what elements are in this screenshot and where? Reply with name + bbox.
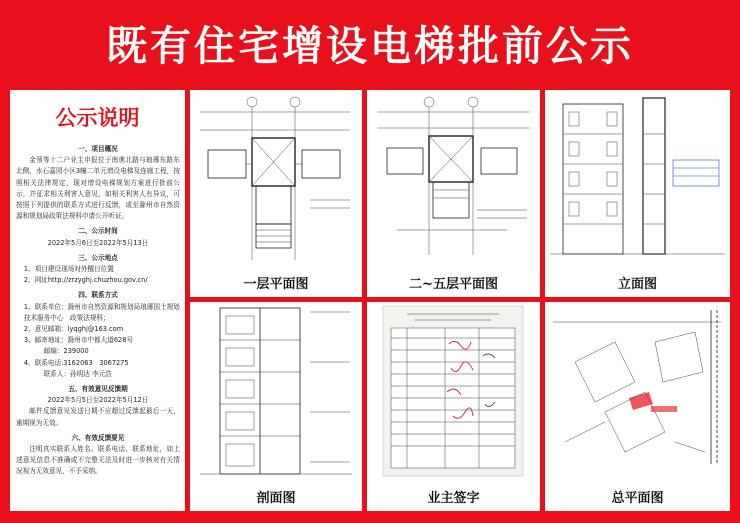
location-item-2: 2、网址http://zrzyghj.chuzhou.gov.cn/: [23, 276, 148, 285]
feedback-period-text: 2022年5月5日至2022年5月12日: [47, 396, 149, 405]
contact-unit: 1、联系单位：滁州市自然资源和规划局琅琊国土规划技术服务中心 政策法规科；: [23, 302, 180, 322]
site-plan-drawing: [545, 302, 730, 472]
section-panel: [190, 302, 362, 511]
notice-body: [10, 144, 185, 478]
contact-postcode: 邮编：239000: [43, 347, 89, 356]
section-title-feedback-period: 五、有效意见反馈期: [68, 385, 128, 394]
contact-address: 3、邮寄地址：滁州市中都大道628号: [23, 336, 133, 345]
section-title-contact: 四、联系方式: [78, 291, 118, 300]
signatures-caption: 业主签字: [427, 491, 480, 506]
floor1-plan-panel: [190, 90, 362, 297]
site-plan-panel: [545, 302, 730, 511]
contact-email: 2、意见邮箱：lyqghj@163.com: [23, 325, 124, 334]
requirements-text: 注明真实联系人姓名、联系电话、联系地址，如上述意见信息不准确或不完整无法及时进一步核对有关情况视为无效意见，不予采纳。: [16, 445, 180, 476]
contact-person: 联系人：孙明达 李元浩: [43, 369, 112, 378]
section-caption: 剖面图: [256, 491, 296, 506]
section-title-overview: 一、项目概况: [78, 145, 118, 153]
site-plan-caption: 总平面图: [611, 491, 664, 506]
floor2-5-plan-panel: [367, 90, 540, 297]
floor2-5-plan-drawing: [367, 90, 540, 270]
floor1-caption: 一层平面图: [243, 277, 309, 292]
floor2-5-caption: 二~五层平面图: [409, 277, 498, 292]
floor1-plan-drawing: [190, 90, 362, 270]
page-title: 既有住宅增设电梯批前公示: [106, 21, 634, 70]
section-drawing: [190, 302, 362, 484]
notice-heading: 公示说明: [55, 106, 140, 130]
overview-text: 金领等十二户业主申报位于南谯北路与琅琊东路东北侧，水石嘉园小区3幢二单元增设电梯及连廊工程，按照相关法律规定，现对增设电梯规划方案进行批前公示，并征求相关利害人意见，如相关利害人有异议，可按照下列提供的联系方式进行反馈，或至滁州市自然资源和规划局政策法规科申请公开听证。: [16, 156, 180, 221]
contact-phone: 4、联系电话:3162063 3067275: [23, 358, 129, 367]
section-title-period: 二、公示时间: [78, 227, 118, 236]
elevation-panel: [545, 90, 730, 297]
elevation-caption: 立面图: [617, 277, 657, 292]
signatures-panel: [367, 302, 540, 511]
period-text: 2022年5月6日至2022年5月13日: [47, 238, 149, 247]
elevation-drawing: [545, 90, 730, 270]
signature-sheet-photo: [367, 302, 540, 484]
location-item-1: 1、项目建设现场对外醒目位置: [23, 265, 114, 274]
section-title-requirements: 六、有效反馈要见: [71, 433, 125, 442]
notice-panel: [10, 90, 185, 511]
section-title-location: 三、公示地点: [78, 253, 118, 262]
feedback-note: 邮件反馈意见发送日期不应超过反馈起最后一天，逾期视为无效。: [16, 407, 180, 427]
